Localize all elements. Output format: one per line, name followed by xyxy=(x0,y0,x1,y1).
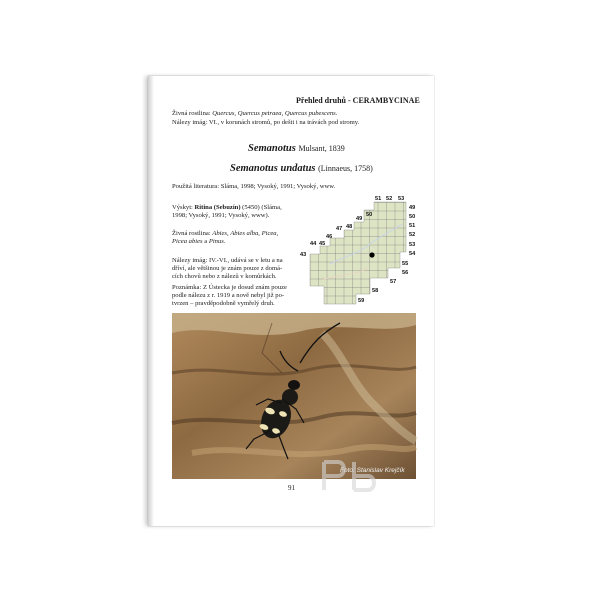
beetle-photo xyxy=(172,313,416,479)
map-label-47: 47 xyxy=(336,226,343,232)
findings-line-2: dříví, ale většinou je znám pouze z domá- xyxy=(172,265,283,272)
map-label-52: 52 xyxy=(386,196,393,202)
running-header: Přehled druhů - CERAMBYCINAE xyxy=(296,96,420,105)
page-number: 91 xyxy=(288,484,295,492)
species-heading: Semanotus undatus (Linnaeus, 1758) xyxy=(230,163,373,174)
occurrence-line-2: 1998; Vysoký, 1991; Vysoký, www). xyxy=(172,212,270,219)
map-label-49b: 49 xyxy=(356,216,363,222)
map-label-50b: 50 xyxy=(366,212,373,218)
occurrence-dot xyxy=(369,252,374,257)
map-label-52b: 52 xyxy=(409,232,416,238)
findings-line-3: cích chovů nebo z nálezů v komůrkách. xyxy=(172,273,277,280)
map-label-56: 56 xyxy=(402,270,409,276)
map-label-45: 45 xyxy=(319,241,326,247)
map-label-57: 57 xyxy=(390,279,397,285)
map-label-54: 54 xyxy=(409,251,416,257)
map-label-51b: 51 xyxy=(409,223,416,229)
map-label-53: 53 xyxy=(398,196,405,202)
map-label-53b: 53 xyxy=(409,242,416,248)
map-label-58: 58 xyxy=(372,288,379,294)
distribution-map xyxy=(300,194,422,310)
host-plant-line-2: Picea abies a Pinus. xyxy=(172,238,226,245)
note-line-1: Poznámka: Z Ústecka je dosud znám pouze xyxy=(172,284,287,291)
findings-line-1: Nálezy imág: IV.-VI., udává se v letu a na xyxy=(172,257,283,264)
map-label-59: 59 xyxy=(358,298,365,304)
map-label-55: 55 xyxy=(402,261,409,267)
map-label-44: 44 xyxy=(310,241,317,247)
map-label-49: 49 xyxy=(409,205,416,211)
map-label-50: 50 xyxy=(409,214,416,220)
host-plant-line-previous: Živná rostlina: Quercus, Quercus petraea, Quercus pubescens. xyxy=(172,110,338,117)
map-label-43: 43 xyxy=(300,252,307,258)
watermark-logo xyxy=(318,458,378,494)
photo-credit: Foto: Stanislav Krejčík xyxy=(340,467,405,474)
host-plant-line-1: Živná rostlina: Abies, Abies alba, Picea, xyxy=(172,230,279,237)
map-label-46: 46 xyxy=(326,234,333,240)
note-line-2: podle nálezu z r. 1919 a nově nebyl již po- xyxy=(172,292,285,299)
literature-line: Použitá literatura: Sláma, 1998; Vysoký, 1991; Vysoký, www. xyxy=(172,183,336,190)
note-line-3: tvrzen – pravděpodobně vymřelý druh. xyxy=(172,300,275,307)
occurrence-line-1: Výskyt: Ritina (Sebuzín) (5450) (Sláma, xyxy=(172,204,282,211)
map-label-51: 51 xyxy=(375,196,382,202)
map-label-48: 48 xyxy=(346,224,353,230)
findings-line-previous: Nálezy imág: VI., v korunách stromů, po dešti i na trávách pod stromy. xyxy=(172,119,360,126)
page-gutter-shadow xyxy=(148,76,154,526)
genus-heading: Semanotus Mulsant, 1839 xyxy=(248,143,345,154)
